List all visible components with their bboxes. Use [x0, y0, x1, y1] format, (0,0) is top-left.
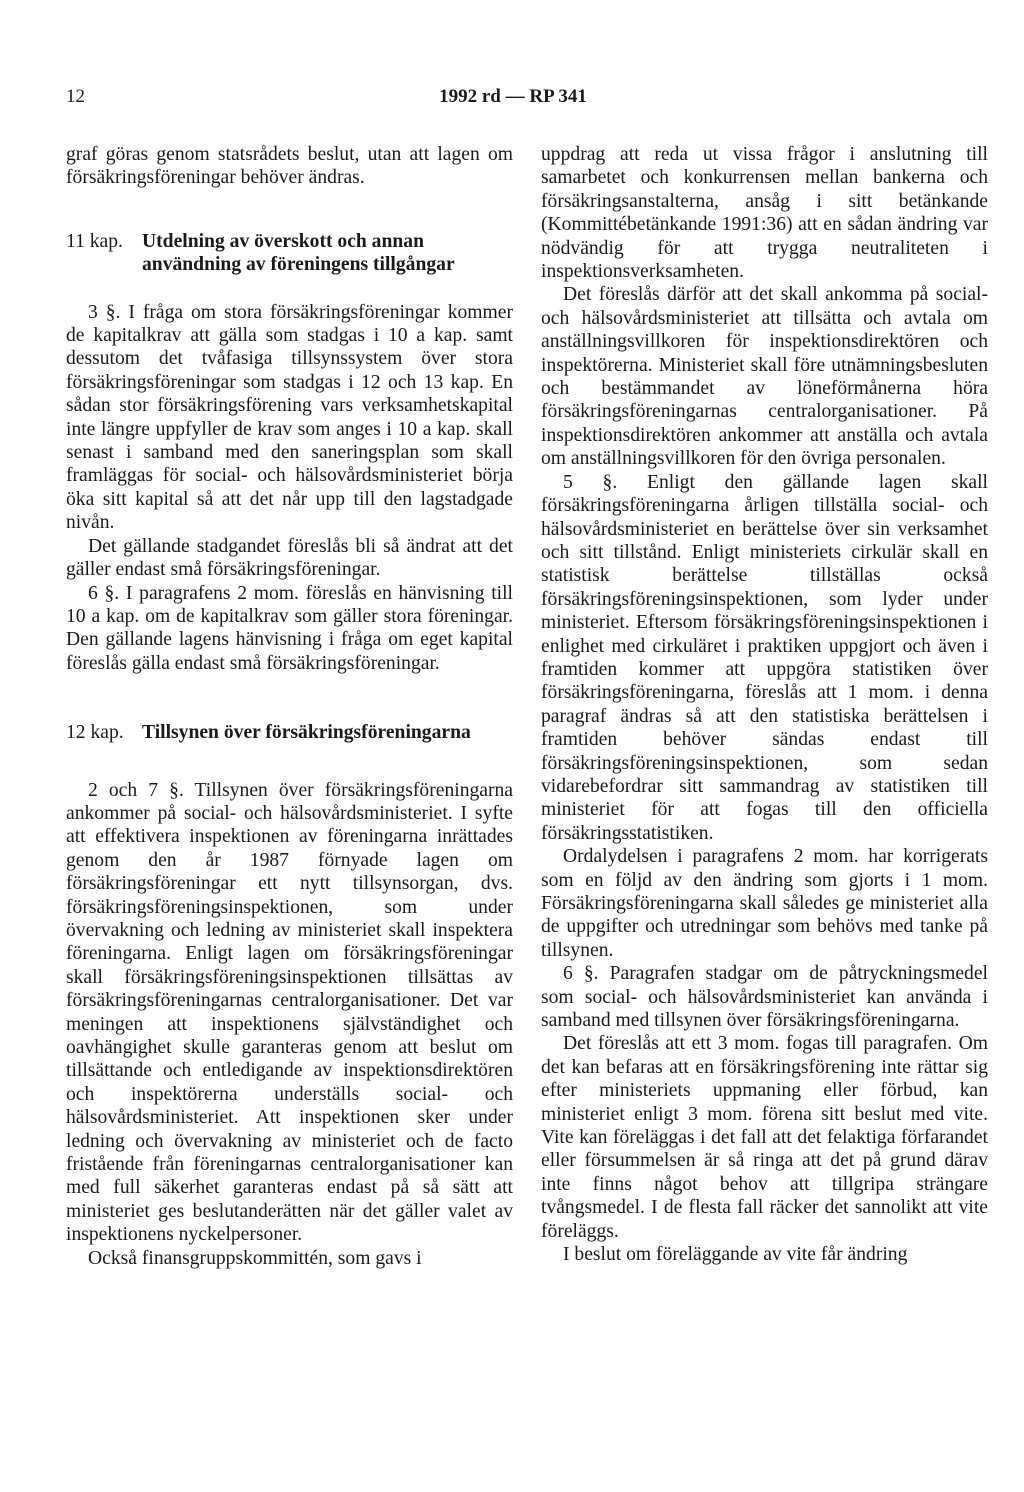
paragraph: graf göras genom statsrådets beslut, utan att lagen om försäkringsföreningar behöver ändras. — [66, 144, 513, 189]
paragraph: 2 och 7 §. Tillsynen över försäkringsföreningarna ankommer på social- och hälsovårdsministeriet. I syfte att effektivera inspektionen av föreningarna inrättades genom den år 1987 förnyade lagen om försäkringsföreningar ett nytt tillsynsorgan, dvs. försäkringsföreningsinspektionen, som under övervakning och ledning av ministeriet skall inspektera föreningarna. Enligt lagen om försäkringsföreningar skall försäkringsföreningsinspektionen tillsättas av försäkringsföreningarnas centralorganisationer. Det var meningen att inspektionens självständighet och oavhängighet skulle garanteras genom att beslut om tillsättande och entledigande av inspektionsdirektören och inspektörerna underställs social- och hälsovårdsministeriet. Att inspektionen sker under ledning och övervakning av ministeriet och de facto fristående från föreningarnas centralorganisationer kan med full säkerhet garanteras endast på så sätt att ministeriet ges beslutanderätten när det gäller valet av inspektionens nyckelpersoner. — [66, 779, 513, 1246]
paragraph: Det gällande stadgandet föreslås bli så ändrat att det gäller endast små försäkringsföreningar. — [66, 535, 513, 581]
paragraph: I beslut om föreläggande av vite får ändring — [563, 1244, 908, 1266]
page-number: 12 — [66, 86, 85, 107]
chapter-heading-11 — [66, 230, 513, 277]
chapter-title: Utdelning av överskott och annan användning av föreningens tillgångar — [142, 230, 455, 276]
paragraph: Det föreslås att ett 3 mom. fogas till paragrafen. Om det kan befaras att en försäkringsförening inte rättar sig efter ministeriets uppmaning eller förbud, kan ministeriet enligt 3 mom. förena sitt beslut med vite. Vite kan föreläggas i det fall att det felaktiga förfarandet eller försummelsen är så ringa att det på grund därav inte finns något behov att tillgripa strängare tvångsmedel. I de flesta fall räcker det sannolikt att vite föreläggs. — [541, 1033, 988, 1242]
page-header — [66, 86, 960, 118]
paragraph: Ordalydelsen i paragrafens 2 mom. har korrigerats som en följd av den ändring som gjorts i 1 mom. Försäkringsföreningarna skall således ge ministeriet alla de uppgifter och utredningar som behövs med tanke på tillsynen. — [541, 846, 988, 961]
paragraph: 5 §. Enligt den gällande lagen skall försäkringsföreningarna årligen tillställa social- och hälsovårdsministeriet en berättelse över sin verksamhet och sitt tillstånd. Enligt ministeriets cirkulär skall en statistisk berättelse tillställas också försäkringsföreningsinspektionen, som lyder under ministeriet. Eftersom försäkringsföreningsinspektionen i enlighet med cirkuläret i praktiken uppgjort och även i framtiden kommer att uppgöra statistiken över försäkringsföreningarna, föreslås att 1 mom. i denna paragraf ändras så att den statistiska berättelsen i framtiden behöver sändas endast till försäkringsföreningsinspektionen, som sedan vidarebefordrar sitt sammandrag av statistiken till ministeriet för att fogas till den officiella försäkringsstatistiken. — [541, 471, 988, 844]
left-column — [66, 143, 513, 1270]
right-column — [541, 143, 988, 1267]
paragraph: Också finansgruppskommittén, som gavs i — [88, 1247, 422, 1269]
chapter-number: 12 kap. — [66, 722, 124, 744]
paragraph: 6 §. I paragrafens 2 mom. föreslås en hänvisning till 10 a kap. om de kapitalkrav som gäller stora föreningar. Den gällande lagens hänvisning i fråga om eget kapital föreslås gälla endast små försäkringsföreningar. — [66, 582, 513, 674]
paragraph: 3 §. I fråga om stora försäkringsföreningar kommer de kapitalkrav att gälla som stadgas i 10 a kap. samt dessutom det tvåfasiga tillsynssystem över stora försäkringsföreningar som stadgas i 12 och 13 kap. En sådan stor försäkringsförening vars verksamhetskapital inte längre uppfyller de krav som anges i 10 a kap. skall senast i samband med den saneringsplan som skall framläggas för social- och hälsovårdsministeriet börja öka sitt kapital så att det når upp till den lagstadgade nivån. — [66, 301, 513, 534]
running-title: 1992 rd — RP 341 — [439, 86, 587, 107]
paragraph: 6 §. Paragrafen stadgar om de påtryckningsmedel som social- och hälsovårdsministeriet kan använda i samband med tillsynen över försäkringsföreningarna. — [541, 963, 988, 1032]
chapter-heading-12 — [66, 721, 513, 744]
chapter-title: Tillsynen över försäkringsföreningarna — [142, 722, 471, 744]
paragraph: uppdrag att reda ut vissa frågor i anslutning till samarbetet och konkurrensen mellan bankerna och försäkringsanstalterna, ansåg i sitt betänkande (Kommittébetänkande 1991:36) att en sådan ändring var nödvändig för att trygga neutraliteten i inspektionsverksamheten. — [541, 144, 988, 283]
chapter-number: 11 kap. — [66, 230, 123, 252]
paragraph: Det föreslås därför att det skall ankomma på social- och hälsovårdsministeriet att tillsätta och avtala om anställningsvillkoren för inspektionsdirektören och inspektörerna. Ministeriet skall före utnämningsbesluten och bestämmandet av löneförmånerna höra försäkringsföreningarnas centralorganisationer. På inspektionsdirektören ankommer att anställa och avtala om anställningsvillkoren för den övriga personalen. — [541, 284, 988, 470]
